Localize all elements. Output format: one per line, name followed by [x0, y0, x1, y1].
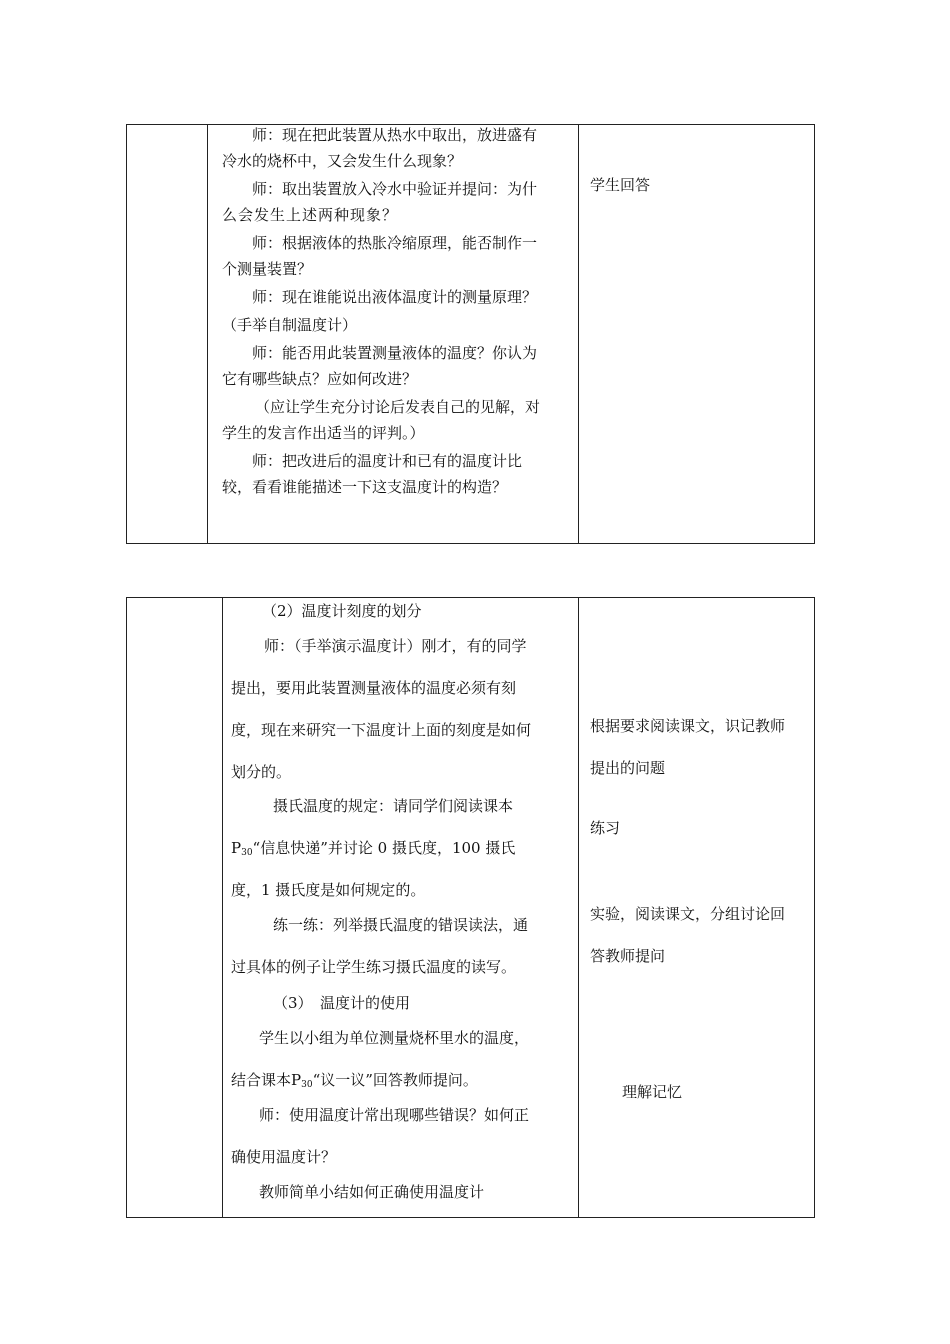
teacher-text-line: 冷水的烧杯中，又会发生什么现象？ [222, 152, 463, 170]
teacher-text-line: 么会发生上述两种现象？ [222, 206, 399, 224]
student-activity-text: 练习 [590, 819, 621, 837]
teacher-text-line: （2）温度计刻度的划分 [262, 602, 422, 620]
student-activity-column [578, 598, 814, 1217]
teacher-text-line: 较，看看谁能描述一下这支温度计的构造？ [222, 478, 508, 496]
teacher-text-line: 师：（手举演示温度计）刚才，有的同学 [264, 637, 527, 655]
lesson-table-1 [126, 124, 815, 544]
student-activity-text: 提出的问题 [590, 759, 666, 777]
teacher-text-line: 提出，要用此装置测量液体的温度必须有刻 [231, 679, 517, 697]
teacher-text-line: 度，1 摄氏度是如何规定的。 [231, 881, 426, 899]
teacher-text-line: 学生以小组为单位测量烧杯里水的温度， [259, 1029, 530, 1047]
blank-column [127, 125, 208, 543]
teacher-text-line: 结合课本$P_{30}“$议一议”回答教师提问。 [231, 1071, 478, 1090]
teacher-text-line: （应让学生充分讨论后发表自己的见解，对 [255, 398, 541, 416]
teacher-text-line: （手举自制温度计） [222, 316, 358, 334]
student-activity-text: 答教师提问 [590, 947, 666, 965]
teacher-text-line: 划分的。 [231, 763, 292, 781]
teacher-text-line: 摄氏温度的规定：请同学们阅读课本 [273, 797, 514, 815]
teacher-text-line: $P_{30}“$信息快递”并讨论 0 摄氏度，100 摄氏 [231, 839, 516, 858]
teacher-text-line: （3） 温度计的使用 [273, 994, 411, 1012]
lesson-table-2 [126, 597, 815, 1218]
student-activity-text: 根据要求阅读课文，识记教师 [590, 717, 786, 735]
teacher-text-line: 师：根据液体的热胀冷缩原理，能否制作一 [252, 234, 538, 252]
teacher-text-line: 它有哪些缺点？应如何改进？ [222, 370, 418, 388]
student-activity-text: 实验，阅读课文，分组讨论回 [590, 905, 786, 923]
teacher-text-line: 过具体的例子让学生练习摄氏温度的读写。 [231, 958, 517, 976]
blank-column [127, 598, 223, 1217]
student-activity-column [578, 125, 814, 543]
teacher-text-line: 师：把改进后的温度计和已有的温度计比 [252, 452, 523, 470]
teacher-text-line: 练一练：列举摄氏温度的错误读法，通 [273, 916, 529, 934]
student-activity-text: 理解记忆 [622, 1083, 683, 1101]
teacher-text-line: 师：现在把此装置从热水中取出，放进盛有 [252, 126, 538, 144]
teacher-text-line: 师：能否用此装置测量液体的温度？你认为 [252, 344, 538, 362]
teacher-text-line: 师：现在谁能说出液体温度计的测量原理？ [252, 288, 538, 306]
teacher-text-line: 度，现在来研究一下温度计上面的刻度是如何 [231, 721, 532, 739]
teacher-text-line: 师：取出装置放入冷水中验证并提问：为什 [252, 180, 538, 198]
page-ref: $P_{30}$ [291, 1071, 313, 1090]
teacher-text-line: 个测量装置？ [222, 260, 313, 278]
teacher-text-line: 确使用温度计？ [231, 1148, 337, 1166]
student-activity-text: 学生回答 [590, 176, 651, 194]
teacher-text-line: 教师简单小结如何正确使用温度计 [259, 1183, 485, 1201]
teacher-text-line: 师：使用温度计常出现哪些错误？如何正 [259, 1106, 530, 1124]
teacher-text-line: 学生的发言作出适当的评判。） [222, 424, 425, 442]
page-ref: $P_{30}$ [231, 839, 253, 858]
